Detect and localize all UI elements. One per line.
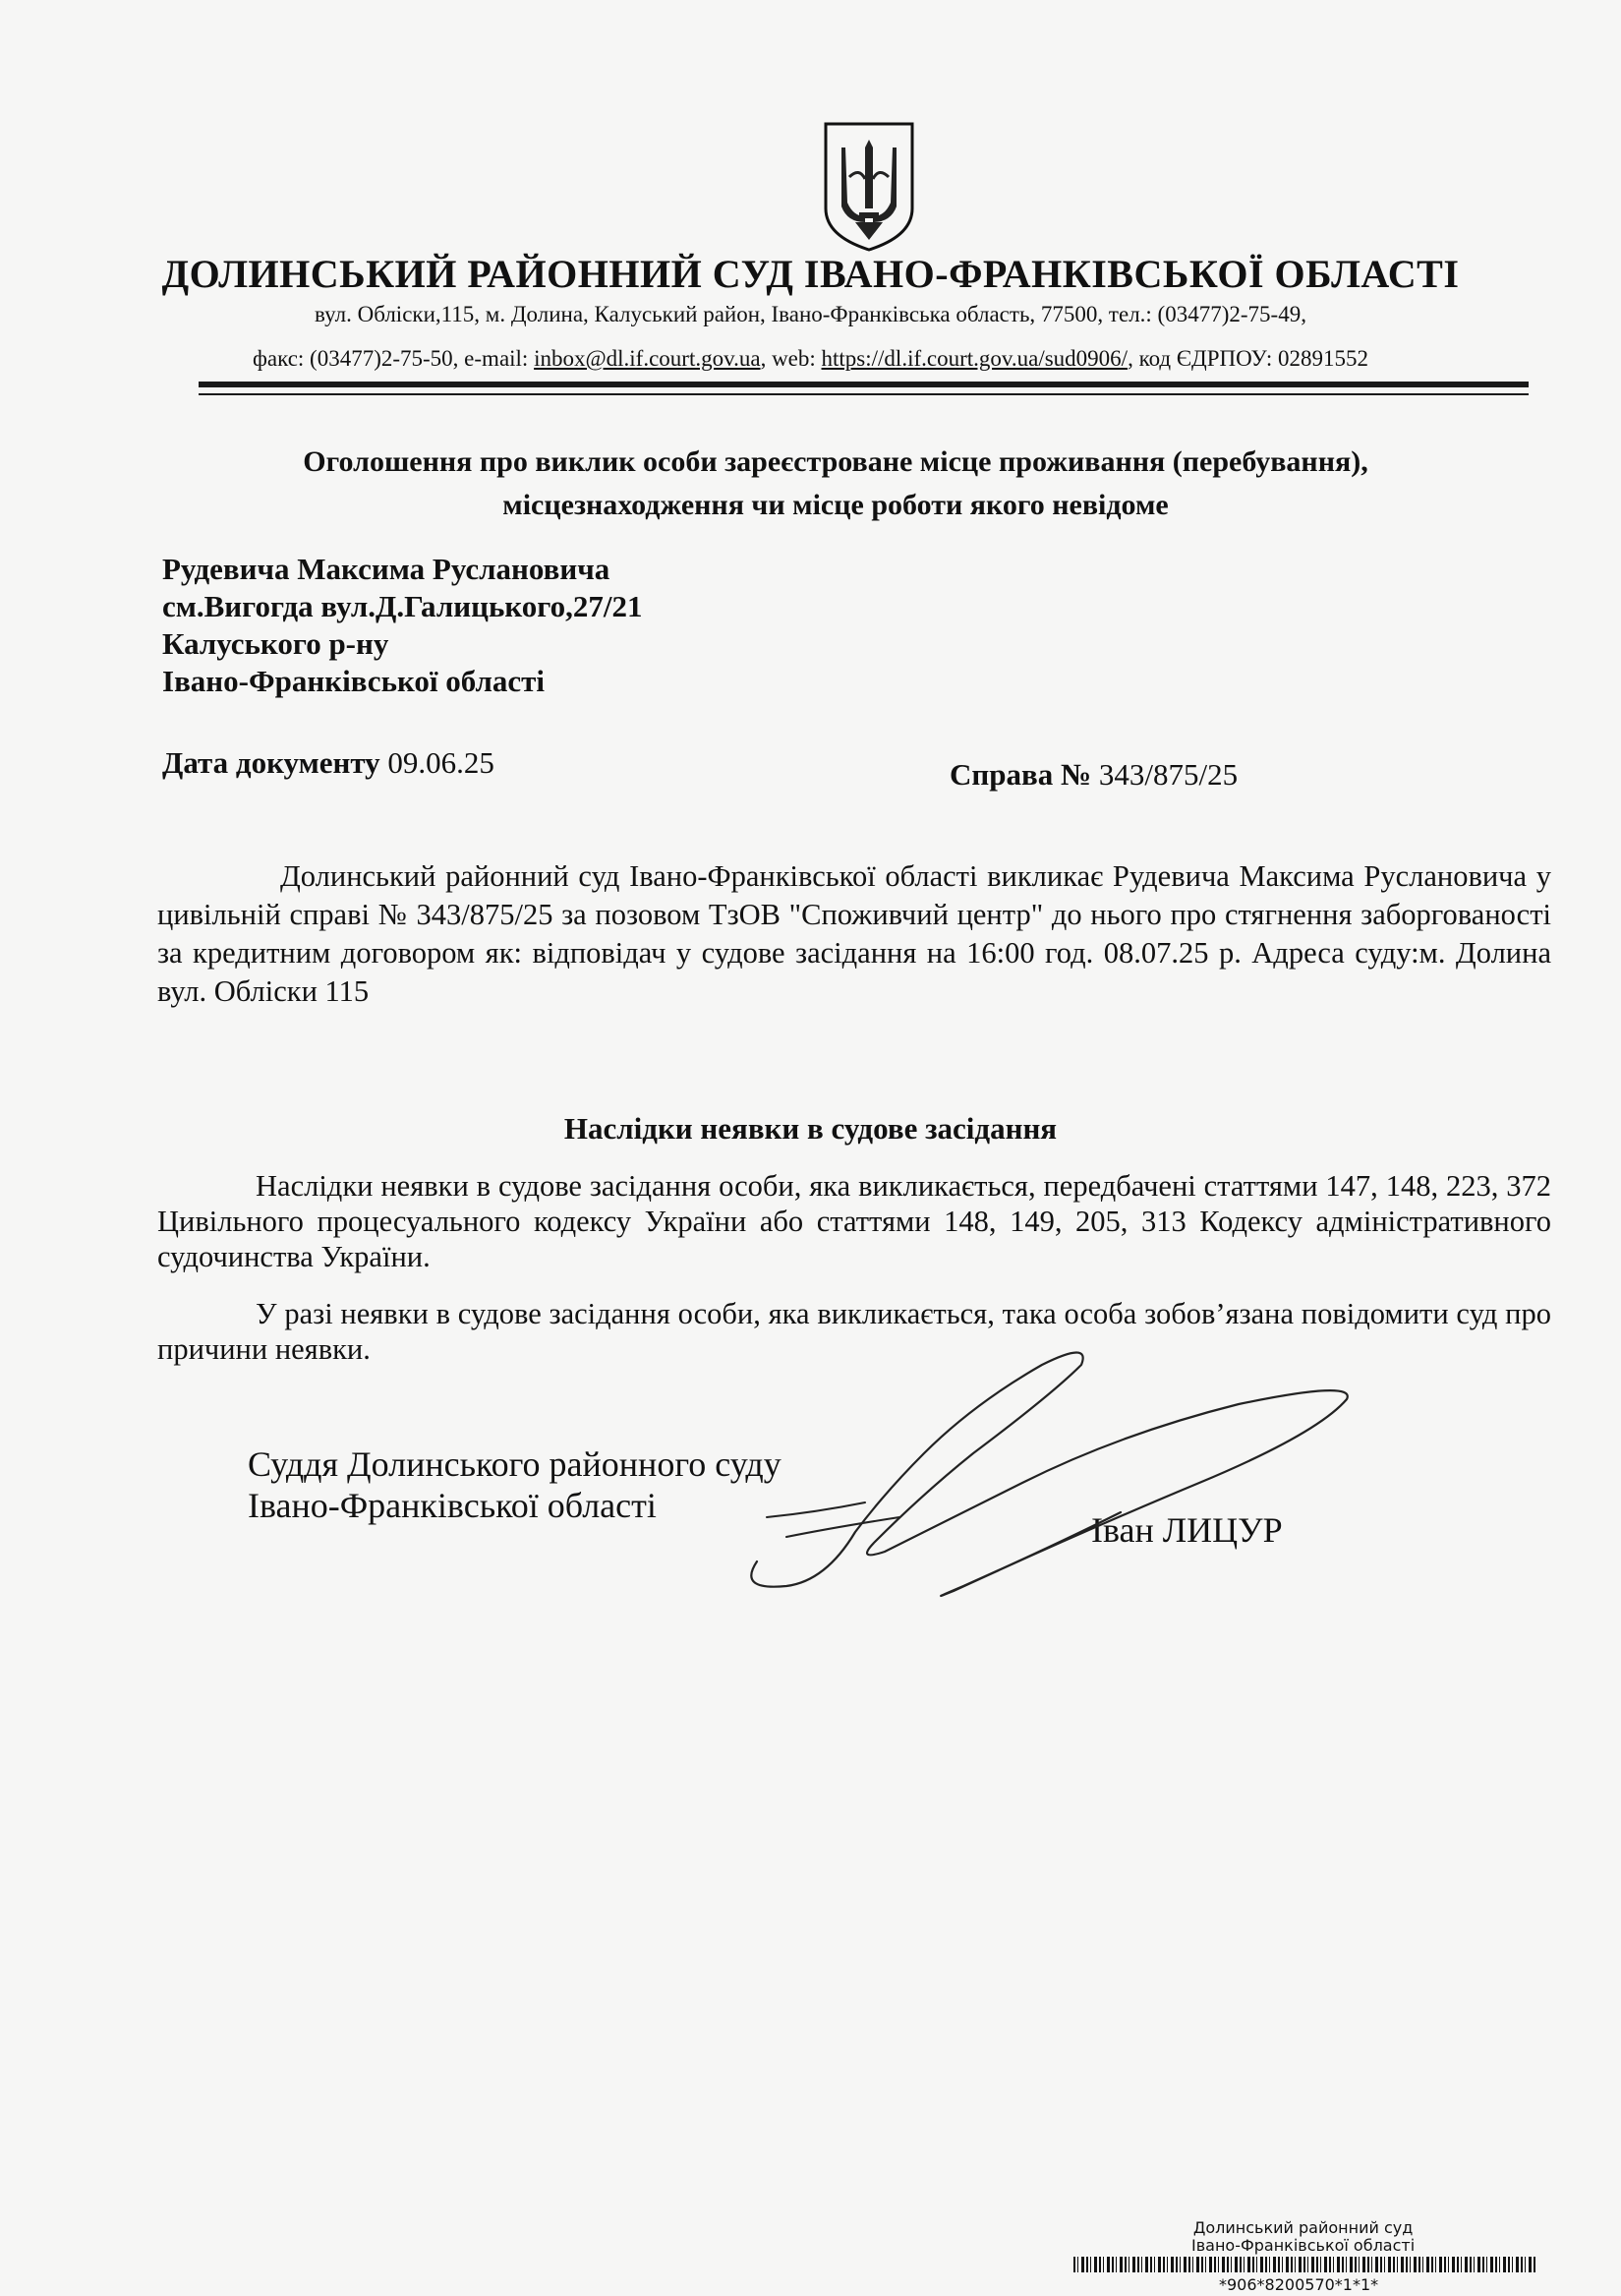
document-date — [162, 745, 494, 781]
web-prefix: , web: — [760, 346, 822, 371]
court-contacts — [0, 346, 1621, 372]
document-date-label: Дата документу — [162, 745, 380, 780]
barcode-number: *906*8200570*1*1* — [1219, 2275, 1379, 2294]
notice-title-line2: місцезнаходження чи місце роботи якого невідоме — [502, 489, 1169, 521]
stamp-line2: Івано-Франківської області — [1191, 2236, 1416, 2255]
court-stamp — [1191, 2219, 1415, 2255]
fax-text: факс: (03477)2-75-50, e-mail: — [252, 346, 535, 371]
coat-of-arms-icon — [820, 118, 918, 256]
edrpou-code: , код ЄДРПОУ: 02891552 — [1128, 346, 1369, 371]
header-divider-thin — [199, 393, 1529, 395]
website-link[interactable]: https://dl.if.court.gov.ua/sud0906/ — [821, 346, 1129, 371]
recipient-name: Рудевича Максима Руслановича — [162, 552, 610, 586]
judge-title-line2: Івано-Франківської області — [248, 1486, 657, 1525]
recipient-address-line2: Калуського р-ну — [162, 626, 389, 661]
case-number-label: Справа № — [950, 757, 1092, 792]
recipient-address-line3: Івано-Франківської області — [162, 664, 545, 698]
judge-title-line1: Суддя Долинського районного суду — [248, 1444, 782, 1484]
notice-title-line1: Оголошення про виклик особи зареєстроване місце проживання (перебування), — [303, 445, 1368, 478]
notice-title — [167, 441, 1504, 527]
recipient-address-line1: см.Вигогда вул.Д.Галицького,27/21 — [162, 589, 643, 623]
court-address: вул. Обліски,115, м. Долина, Калуський район, Івано-Франківська область, 77500, тел.: (03477)2-75-49, — [315, 302, 1306, 326]
consequences-heading: Наслідки неявки в судове засідання — [563, 1111, 1058, 1146]
stamp-line1: Долинський районний суд — [1192, 2218, 1414, 2237]
barcode — [1073, 2257, 1535, 2272]
absence-notice-paragraph: У разі неявки в судове засідання особи, яка викликається, така особа зобов’язана повідомити суд про причини неявки. — [157, 1297, 1551, 1366]
consequences-paragraph: Наслідки неявки в судове засідання особи, яка викликається, передбачені статтями 147, 148, 223, 372 Цивільного процесуального кодексу України або статтями 148, 149, 205, 313 Кодексу адміністративного судочинства України. — [157, 1169, 1551, 1273]
recipient-block — [162, 551, 642, 700]
case-number — [950, 757, 1238, 793]
summons-paragraph: Долинський районний суд Івано-Франківської області викликає Рудевича Максима Руслановича у цивільній справі № 343/875/25 за позовом ТзОВ "Споживчий центр" до нього про стягнення заборгованості за кредитним договором як: відповідач у судове засідання на 16:00 год. 08.07.25 р. Адреса суду:м. Долина вул. Обліски 115 — [157, 859, 1551, 1008]
judge-title — [248, 1443, 782, 1526]
email-link[interactable]: inbox@dl.if.court.gov.ua — [534, 346, 761, 371]
judge-name: Іван ЛИЦУР — [1091, 1510, 1283, 1550]
case-number-value: 343/875/25 — [1091, 757, 1239, 792]
header-divider-thick — [199, 382, 1529, 387]
handwritten-signature — [727, 1345, 1376, 1611]
court-name: ДОЛИНСЬКИЙ РАЙОННИЙ СУД ІВАНО-ФРАНКІВСЬКОЇ ОБЛАСТІ — [161, 252, 1460, 296]
document-date-value: 09.06.25 — [379, 745, 494, 780]
